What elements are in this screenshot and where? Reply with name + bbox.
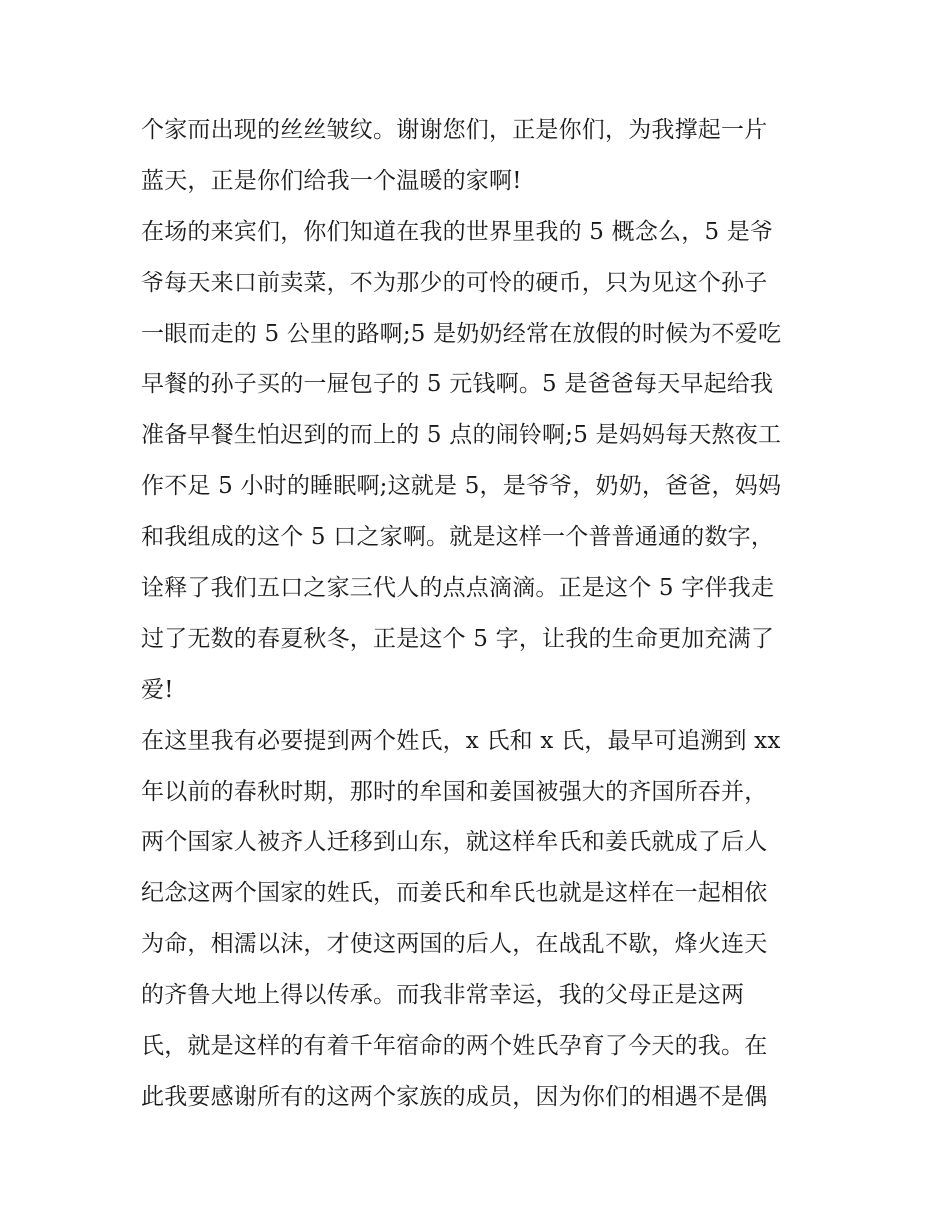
text-line: 两个国家人被齐人迁移到山东，就这样牟氏和姜氏就成了后人 [141, 829, 768, 856]
text-line: 在这里我有必要提到两个姓氏，x 氏和 x 氏，最早可追溯到 xx [141, 727, 781, 754]
text-line: 和我组成的这个 5 口之家啊。就是这样一个普普通通的数字， [141, 524, 775, 551]
text-line: 的齐鲁大地上得以传承。而我非常幸运，我的父母正是这两 [141, 982, 745, 1009]
text-line: 作不足 5 小时的睡眠啊;这就是 5，是爷爷，奶奶，爸爸，妈妈 [141, 473, 782, 500]
text-line: 过了无数的春夏秋冬，正是这个 5 字，让我的生命更加充满了 [141, 625, 775, 652]
text-line: 蓝天，正是你们给我一个温暖的家啊! [141, 167, 522, 194]
text-line: 氏，就是这样的有着千年宿命的两个姓氏孕育了今天的我。在 [141, 1033, 768, 1060]
text-line: 一眼而走的 5 公里的路啊;5 是奶奶经常在放假的时候为不爱吃 [141, 320, 782, 347]
text-line: 个家而出现的丝丝皱纹。谢谢您们，正是你们，为我撑起一片 [141, 117, 768, 143]
text-line: 爱! [141, 676, 174, 703]
text-line: 爷每天来口前卖菜，不为那少的可怜的硬币，只为见这个孙子 [141, 269, 768, 296]
text-line: 纪念这两个国家的姓氏，而姜氏和牟氏也就是这样在一起相依 [141, 880, 768, 907]
text-line: 此我要感谢所有的这两个家族的成员，因为你们的相遇不是偶 [141, 1083, 768, 1110]
text-line: 诠释了我们五口之家三代人的点点滴滴。正是这个 5 字伴我走 [141, 575, 775, 602]
text-line: 为命，相濡以沫，才使这两国的后人，在战乱不歇，烽火连天 [141, 931, 768, 958]
text-line: 准备早餐生怕迟到的而上的 5 点的闹铃啊;5 是妈妈每天熬夜工 [141, 422, 782, 449]
document-body [141, 105, 821, 1123]
text-line: 在场的来宾们，你们知道在我的世界里我的 5 概念么，5 是爷 [141, 218, 774, 245]
text-line: 早餐的孙子买的一屉包子的 5 元钱啊。5 是爸爸每天早起给我 [141, 371, 774, 398]
text-line: 年以前的春秋时期，那时的牟国和姜国被强大的齐国所吞并， [141, 778, 768, 805]
